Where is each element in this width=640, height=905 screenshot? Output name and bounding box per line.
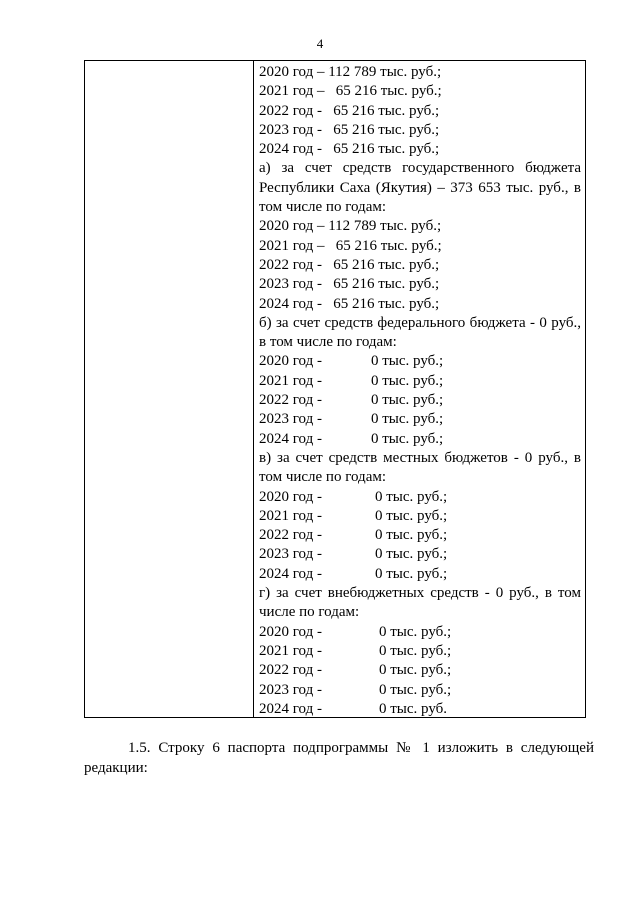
section-b-year-row <box>259 391 581 410</box>
year-amount: 0 тыс. руб.; <box>371 353 444 370</box>
year-amount: 0 тыс. руб.; <box>375 507 448 524</box>
table-right-cell <box>255 61 585 717</box>
year-amount: 0 тыс. руб.; <box>379 623 452 640</box>
section-b-year-row <box>259 372 581 391</box>
year-label: 2024 год - <box>259 700 322 717</box>
section-g-year-row <box>259 681 581 700</box>
intro-year-line: 2023 год - 65 216 тыс. руб.; <box>259 121 440 138</box>
section-a-year-line: 2020 год – 112 789 тыс. руб.; <box>259 218 442 235</box>
year-amount: 0 тыс. руб.; <box>371 372 444 389</box>
section-b-year-row <box>259 352 581 371</box>
section-g-year-row <box>259 661 581 680</box>
year-label: 2020 год - <box>259 488 322 505</box>
year-label: 2021 год - <box>259 642 322 659</box>
year-amount: 0 тыс. руб.; <box>371 392 444 409</box>
intro-year-line: 2020 год – 112 789 тыс. руб.; <box>259 64 442 80</box>
year-label: 2024 год - <box>259 565 322 582</box>
year-label: 2021 год - <box>259 507 322 524</box>
section-v-year-row <box>259 507 581 526</box>
year-label: 2020 год - <box>259 353 322 370</box>
amendment-paragraph: 1.5. Строку 6 паспорта подпрограммы № 1 изложить в следующей редакции: <box>84 740 594 776</box>
year-amount: 0 тыс. руб.; <box>375 527 448 544</box>
section-b-year-row <box>259 430 581 449</box>
section-g-heading: г) за счет внебюджетных средств - 0 руб., в том числе по годам: <box>259 585 581 621</box>
intro-year-line: 2022 год - 65 216 тыс. руб.; <box>259 102 440 119</box>
year-amount: 0 тыс. руб.; <box>379 662 452 679</box>
section-g-year-row <box>259 700 581 719</box>
year-label: 2023 год - <box>259 681 322 698</box>
year-amount: 0 тыс. руб.; <box>379 642 452 659</box>
year-label: 2022 год - <box>259 392 322 409</box>
year-amount: 0 тыс. руб.; <box>375 565 448 582</box>
year-amount: 0 тыс. руб.; <box>371 430 444 447</box>
year-label: 2022 год - <box>259 662 322 679</box>
page-number: 4 <box>316 36 324 51</box>
year-label: 2023 год - <box>259 411 322 428</box>
section-g-year-row <box>259 642 581 661</box>
section-a-year-line: 2021 год – 65 216 тыс. руб.; <box>259 237 442 254</box>
section-g-year-row <box>259 623 581 642</box>
year-label: 2021 год - <box>259 372 322 389</box>
year-label: 2022 год - <box>259 527 322 544</box>
year-amount: 0 тыс. руб.; <box>375 546 448 563</box>
section-a-year-line: 2022 год - 65 216 тыс. руб.; <box>259 256 440 273</box>
intro-year-line: 2021 год – 65 216 тыс. руб.; <box>259 83 442 100</box>
section-a-year-line: 2023 год - 65 216 тыс. руб.; <box>259 276 440 293</box>
section-a-heading: а) за счет средств государственного бюджета Республики Саха (Якутия) – 373 653 тыс. руб., в том числе по годам: <box>259 160 581 216</box>
year-amount: 0 тыс. руб. <box>379 700 448 717</box>
section-a-year-line: 2024 год - 65 216 тыс. руб.; <box>259 295 440 312</box>
year-amount: 0 тыс. руб.; <box>375 488 448 505</box>
section-v-year-row <box>259 526 581 545</box>
section-v-year-row <box>259 565 581 584</box>
year-amount: 0 тыс. руб.; <box>379 681 452 698</box>
year-label: 2020 год - <box>259 623 322 640</box>
year-amount: 0 тыс. руб.; <box>371 411 444 428</box>
intro-year-line: 2024 год - 65 216 тыс. руб.; <box>259 141 440 158</box>
section-b-heading: б) за счет средств федерального бюджета - 0 руб., в том числе по годам: <box>259 314 581 351</box>
section-b-year-row <box>259 410 581 429</box>
table-left-cell <box>85 61 254 717</box>
year-label: 2023 год - <box>259 546 322 563</box>
section-v-year-row <box>259 545 581 564</box>
year-label: 2024 год - <box>259 430 322 447</box>
section-v-heading: в) за счет средств местных бюджетов - 0 руб., в том числе по годам: <box>259 449 581 486</box>
budget-table <box>84 60 586 718</box>
section-v-year-row <box>259 488 581 507</box>
